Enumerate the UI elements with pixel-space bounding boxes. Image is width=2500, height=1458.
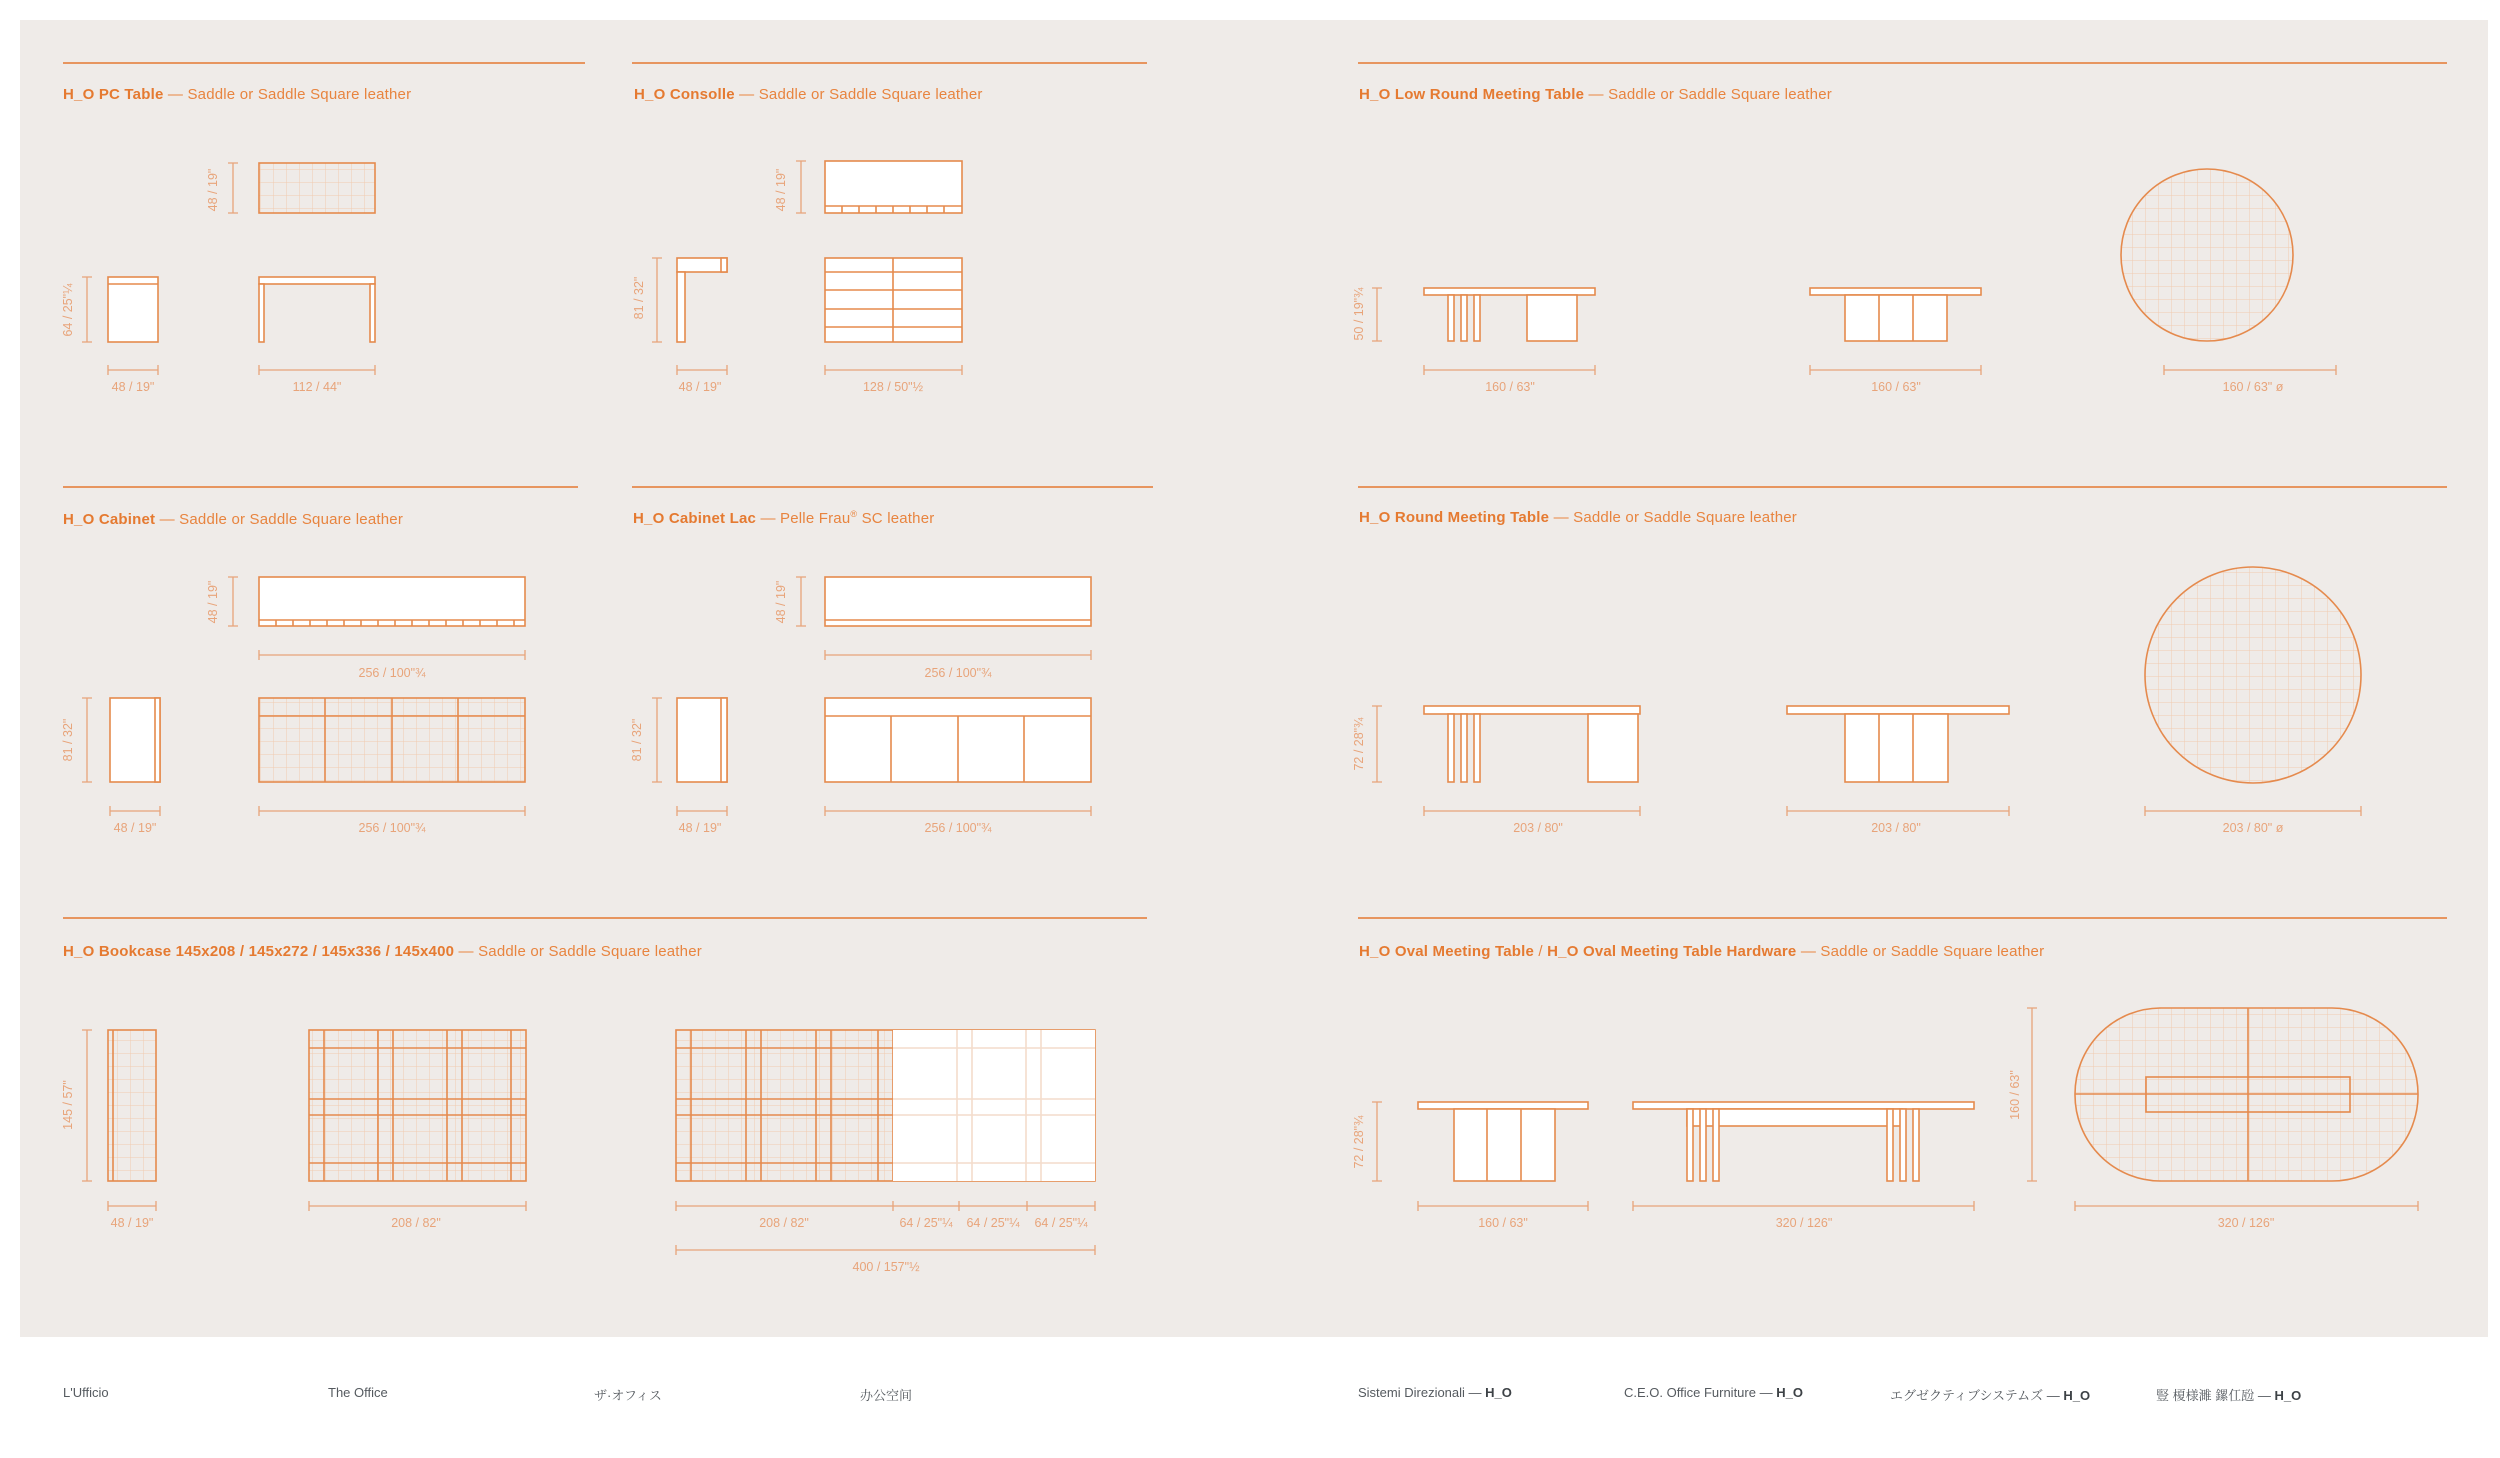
footer-right-cn: 豎 榎様濉 鏍仜瓰 — H_O xyxy=(2156,1388,2302,1403)
footer-right-jp: エグゼクティブシステムズ — H_O xyxy=(1890,1388,2091,1403)
footer-right-it: Sistemi Direzionali — H_O xyxy=(1358,1385,1512,1400)
dim-oval-width-b: 320 / 126" xyxy=(1775,1216,1833,1230)
consolle-drawing xyxy=(677,161,962,342)
dim-low-round-diameter: 160 / 63" ø xyxy=(2222,380,2284,394)
dim-bookcase-width-b: 208 / 82" xyxy=(759,1216,809,1230)
dim-pc-table-side-height: 64 / 25"¼ xyxy=(61,283,75,337)
title-bookcase: H_O Bookcase 145x208 / 145x272 / 145x336 / 145x400 — Saddle or Saddle Square leather xyxy=(63,943,702,960)
dim-oval-height: 72 / 28"¾ xyxy=(1352,1115,1366,1169)
dim-bookcase-depth: 48 / 19" xyxy=(110,1216,154,1230)
dim-round-meeting-width-b: 203 / 80" xyxy=(1871,821,1921,835)
dim-consolle-depth: 48 / 19" xyxy=(678,380,722,394)
footer-left-cn: 办公空间 xyxy=(860,1388,913,1403)
dim-cabinet-lac-depth: 48 / 19" xyxy=(678,821,722,835)
dim-cabinet-top-width: 256 / 100"¾ xyxy=(358,666,426,680)
dim-bookcase-total: 400 / 157"½ xyxy=(852,1260,920,1274)
dim-cabinet-lac-top-width: 256 / 100"¾ xyxy=(924,666,992,680)
dim-cabinet-depth: 48 / 19" xyxy=(113,821,157,835)
dim-low-round-height: 50 / 19"¾ xyxy=(1352,287,1366,341)
dim-oval-width-c: 320 / 126" xyxy=(2217,1216,2275,1230)
bookcase-drawing xyxy=(108,1030,1095,1181)
cabinet-lac-drawing xyxy=(677,577,1091,782)
dim-bookcase-module-2: 64 / 25"¼ xyxy=(966,1216,1020,1230)
dim-bookcase-height: 145 / 57" xyxy=(61,1080,75,1130)
dim-round-meeting-diameter: 203 / 80" ø xyxy=(2222,821,2284,835)
title-cabinet: H_O Cabinet — Saddle or Saddle Square leather xyxy=(63,511,404,528)
title-low-round: H_O Low Round Meeting Table — Saddle or Saddle Square leather xyxy=(1359,86,1832,103)
dim-consolle-side-height: 81 / 32" xyxy=(632,276,646,320)
dim-consolle-width: 128 / 50"½ xyxy=(862,380,924,394)
oval-meeting-table-drawing xyxy=(1418,1008,2418,1181)
round-meeting-table-drawing xyxy=(1424,567,2361,783)
title-round-meeting: H_O Round Meeting Table — Saddle or Saddle Square leather xyxy=(1359,509,1797,526)
dim-pc-table-width: 112 / 44" xyxy=(292,380,342,394)
title-consolle: H_O Consolle — Saddle or Saddle Square leather xyxy=(634,86,983,103)
footer-left-jp: ザ·オフィス xyxy=(594,1388,662,1403)
dim-cabinet-height: 48 / 19" xyxy=(206,580,220,624)
footer-left-it: L'Ufficio xyxy=(63,1385,109,1400)
title-pc-table: H_O PC Table — Saddle or Saddle Square leather xyxy=(63,86,412,103)
dim-cabinet-lac-height: 48 / 19" xyxy=(774,580,788,624)
dim-pc-table-depth: 48 / 19" xyxy=(111,380,155,394)
dim-bookcase-width: 208 / 82" xyxy=(391,1216,441,1230)
title-oval: H_O Oval Meeting Table / H_O Oval Meeting Table Hardware — Saddle or Saddle Square leather xyxy=(1359,943,2045,960)
dim-round-meeting-height: 72 / 28"¾ xyxy=(1352,717,1366,771)
title-cabinet-lac: H_O Cabinet Lac — Pelle Frau® SC leather xyxy=(633,509,935,527)
dim-bookcase-module-3: 64 / 25"¼ xyxy=(1034,1216,1088,1230)
footer-left-en: The Office xyxy=(328,1385,388,1400)
dim-oval-width-a: 160 / 63" xyxy=(1478,1216,1528,1230)
dim-bookcase-module-1: 64 / 25"¼ xyxy=(899,1216,953,1230)
pc-table-drawing xyxy=(108,163,375,342)
dim-round-meeting-width-a: 203 / 80" xyxy=(1513,821,1563,835)
dim-cabinet-width: 256 / 100"¾ xyxy=(358,821,426,835)
dim-consolle-height: 48 / 19" xyxy=(774,168,788,212)
low-round-table-drawing xyxy=(1424,169,2293,341)
dim-low-round-width-b: 160 / 63" xyxy=(1871,380,1921,394)
cabinet-drawing xyxy=(110,577,525,782)
dim-cabinet-lac-side-height: 81 / 32" xyxy=(630,718,644,762)
dim-cabinet-lac-width: 256 / 100"¾ xyxy=(924,821,992,835)
dim-pc-table-height: 48 / 19" xyxy=(206,168,220,212)
dim-low-round-width-a: 160 / 63" xyxy=(1485,380,1535,394)
dim-cabinet-side-height: 81 / 32" xyxy=(61,718,75,762)
footer-right-en: C.E.O. Office Furniture — H_O xyxy=(1624,1385,1803,1400)
dim-oval-depth: 160 / 63" xyxy=(2008,1070,2022,1120)
